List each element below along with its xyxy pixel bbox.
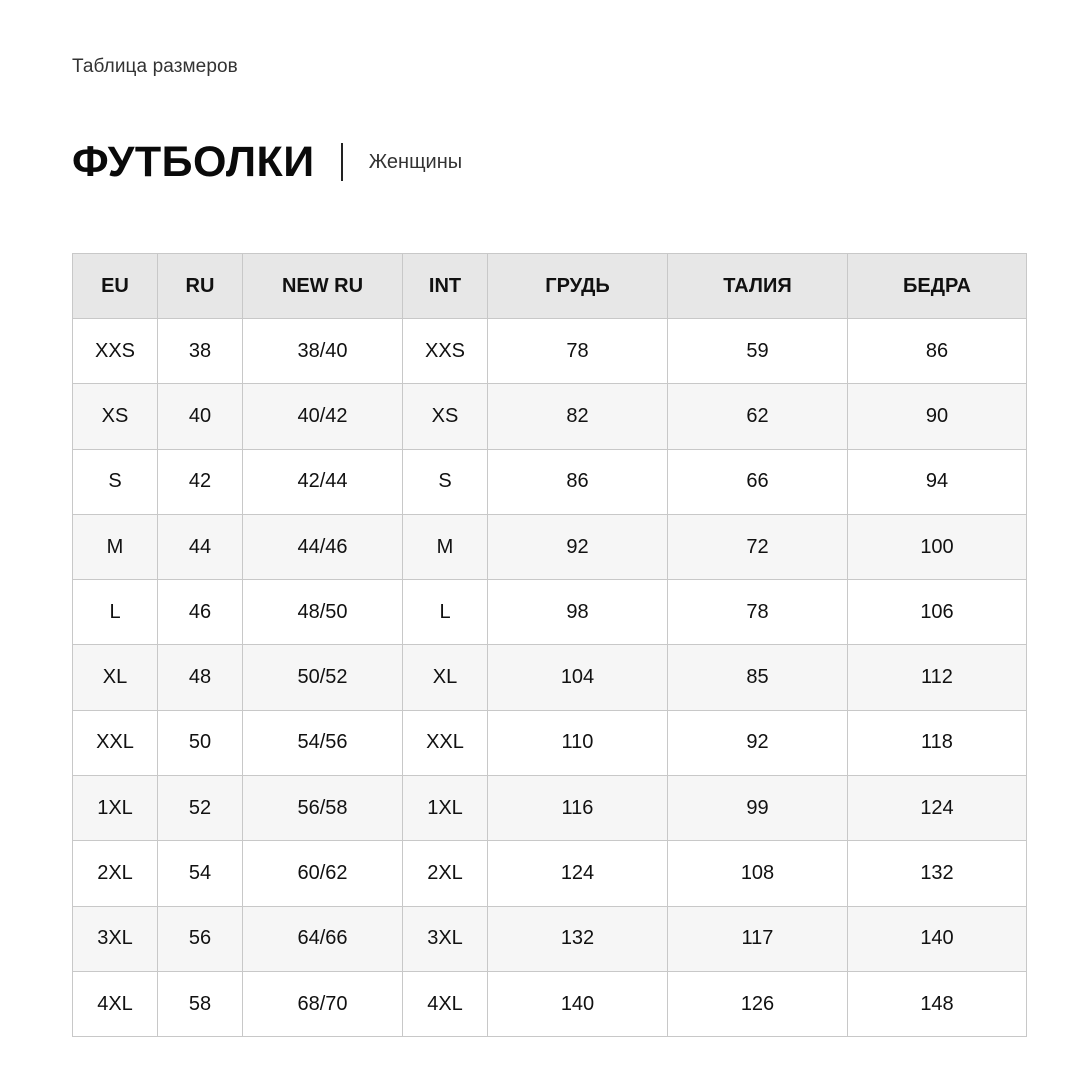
- cell-chest: 82: [488, 384, 668, 449]
- cell-eu: M: [73, 514, 158, 579]
- cell-waist: 78: [668, 580, 848, 645]
- cell-waist: 117: [668, 906, 848, 971]
- cell-waist: 108: [668, 841, 848, 906]
- column-header-int: INT: [403, 254, 488, 319]
- table-row: [73, 710, 1027, 775]
- cell-chest: 116: [488, 776, 668, 841]
- cell-ru: 44: [158, 514, 243, 579]
- cell-ru: 56: [158, 906, 243, 971]
- column-header-chest: ГРУДЬ: [488, 254, 668, 319]
- cell-new-ru: 56/58: [243, 776, 403, 841]
- cell-new-ru: 54/56: [243, 710, 403, 775]
- table-body: [73, 319, 1027, 1037]
- cell-hips: 90: [848, 384, 1027, 449]
- table-row: [73, 514, 1027, 579]
- cell-hips: 94: [848, 449, 1027, 514]
- table-row: [73, 841, 1027, 906]
- cell-new-ru: 40/42: [243, 384, 403, 449]
- cell-int: 3XL: [403, 906, 488, 971]
- cell-ru: 54: [158, 841, 243, 906]
- cell-chest: 86: [488, 449, 668, 514]
- cell-eu: 4XL: [73, 971, 158, 1036]
- cell-int: XL: [403, 645, 488, 710]
- cell-eu: S: [73, 449, 158, 514]
- cell-hips: 112: [848, 645, 1027, 710]
- table-header-row: [73, 254, 1027, 319]
- cell-int: L: [403, 580, 488, 645]
- cell-ru: 46: [158, 580, 243, 645]
- cell-new-ru: 48/50: [243, 580, 403, 645]
- cell-eu: XXL: [73, 710, 158, 775]
- cell-chest: 104: [488, 645, 668, 710]
- cell-ru: 40: [158, 384, 243, 449]
- cell-int: 2XL: [403, 841, 488, 906]
- column-header-new-ru: NEW RU: [243, 254, 403, 319]
- cell-new-ru: 44/46: [243, 514, 403, 579]
- cell-int: 1XL: [403, 776, 488, 841]
- page-title: ФУТБОЛКИ: [72, 138, 315, 186]
- cell-hips: 86: [848, 319, 1027, 384]
- cell-hips: 124: [848, 776, 1027, 841]
- cell-eu: XL: [73, 645, 158, 710]
- table-row: [73, 449, 1027, 514]
- column-header-waist: ТАЛИЯ: [668, 254, 848, 319]
- heading-row: [72, 138, 462, 186]
- column-header-ru: RU: [158, 254, 243, 319]
- cell-chest: 140: [488, 971, 668, 1036]
- cell-hips: 100: [848, 514, 1027, 579]
- cell-eu: L: [73, 580, 158, 645]
- cell-int: S: [403, 449, 488, 514]
- cell-chest: 92: [488, 514, 668, 579]
- cell-ru: 38: [158, 319, 243, 384]
- cell-chest: 98: [488, 580, 668, 645]
- cell-eu: XS: [73, 384, 158, 449]
- cell-new-ru: 68/70: [243, 971, 403, 1036]
- title-divider: [341, 143, 343, 181]
- category-label: Женщины: [368, 150, 463, 173]
- cell-int: XS: [403, 384, 488, 449]
- table-row: [73, 906, 1027, 971]
- table-row: [73, 971, 1027, 1036]
- cell-waist: 72: [668, 514, 848, 579]
- cell-waist: 62: [668, 384, 848, 449]
- cell-hips: 148: [848, 971, 1027, 1036]
- cell-ru: 52: [158, 776, 243, 841]
- cell-eu: XXS: [73, 319, 158, 384]
- page-caption: Таблица размеров: [72, 56, 238, 77]
- cell-new-ru: 60/62: [243, 841, 403, 906]
- table-row: [73, 384, 1027, 449]
- cell-waist: 66: [668, 449, 848, 514]
- cell-new-ru: 38/40: [243, 319, 403, 384]
- column-header-hips: БЕДРА: [848, 254, 1027, 319]
- cell-waist: 59: [668, 319, 848, 384]
- cell-ru: 50: [158, 710, 243, 775]
- cell-eu: 1XL: [73, 776, 158, 841]
- cell-int: XXL: [403, 710, 488, 775]
- cell-chest: 132: [488, 906, 668, 971]
- cell-chest: 110: [488, 710, 668, 775]
- cell-int: 4XL: [403, 971, 488, 1036]
- cell-new-ru: 50/52: [243, 645, 403, 710]
- cell-chest: 124: [488, 841, 668, 906]
- cell-ru: 48: [158, 645, 243, 710]
- size-table: [72, 253, 1027, 1037]
- table-row: [73, 645, 1027, 710]
- cell-waist: 92: [668, 710, 848, 775]
- cell-int: XXS: [403, 319, 488, 384]
- cell-hips: 118: [848, 710, 1027, 775]
- cell-hips: 132: [848, 841, 1027, 906]
- cell-new-ru: 64/66: [243, 906, 403, 971]
- cell-hips: 106: [848, 580, 1027, 645]
- cell-waist: 126: [668, 971, 848, 1036]
- cell-new-ru: 42/44: [243, 449, 403, 514]
- cell-hips: 140: [848, 906, 1027, 971]
- cell-int: M: [403, 514, 488, 579]
- cell-ru: 58: [158, 971, 243, 1036]
- column-header-eu: EU: [73, 254, 158, 319]
- table-row: [73, 580, 1027, 645]
- cell-chest: 78: [488, 319, 668, 384]
- cell-eu: 3XL: [73, 906, 158, 971]
- table-row: [73, 776, 1027, 841]
- cell-eu: 2XL: [73, 841, 158, 906]
- cell-waist: 99: [668, 776, 848, 841]
- table-row: [73, 319, 1027, 384]
- cell-ru: 42: [158, 449, 243, 514]
- cell-waist: 85: [668, 645, 848, 710]
